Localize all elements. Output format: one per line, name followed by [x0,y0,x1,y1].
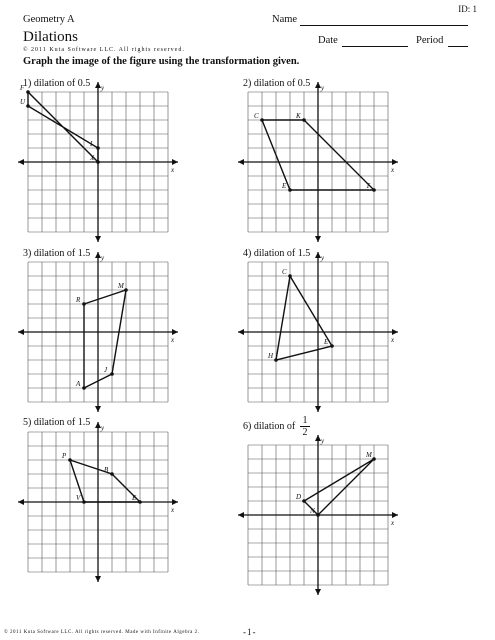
problem-5-label: 5) dilation of 1.5 [23,417,91,428]
vertex-label: B [104,466,109,474]
x-axis-arrow-right [172,159,178,165]
problem-4-label: 4) dilation of 1.5 [243,248,311,259]
vertex-point [330,344,334,348]
vertex-label: I [90,140,93,148]
y-axis-arrow-down [315,236,321,242]
vertex-point [110,472,114,476]
x-axis-label: x [171,166,175,174]
vertex-label: K [296,112,301,120]
vertex-point [274,358,278,362]
graph-problem-6[interactable] [248,437,395,585]
vertex-point [288,274,292,278]
vertex-label: U [20,98,26,106]
graph-problem-2[interactable] [248,84,395,232]
vertex-point [110,372,114,376]
y-axis-label: y [101,424,105,432]
y-axis-arrow-down [315,589,321,595]
x-axis-arrow-right [392,159,398,165]
vertex-label: N [310,507,315,515]
vertex-label: P [62,452,67,460]
vertex-point [124,288,128,292]
x-axis-label: x [391,336,395,344]
graph-problem-4[interactable] [248,254,395,402]
fraction-denominator: 2 [302,427,308,438]
page-title: Dilations [23,29,78,45]
problem-3-label: 3) dilation of 1.5 [23,248,91,259]
x-axis-arrow-right [392,329,398,335]
x-axis-arrow-left [18,499,24,505]
vertex-point [82,302,86,306]
vertex-point [82,500,86,504]
y-axis-arrow-down [95,236,101,242]
figure-outline [28,92,98,162]
vertex-point [260,118,264,122]
y-axis-label: y [101,84,105,92]
x-axis-arrow-left [238,512,244,518]
vertex-point [372,188,376,192]
footer-copyright: © 2011 Kuta Software LLC. All rights reserved. Made with Infinite Algebra 2. [4,630,200,635]
vertex-point [96,146,100,150]
date-label: Date [318,35,338,46]
x-axis-arrow-left [238,329,244,335]
period-blank[interactable] [448,46,468,47]
problem-6-label: 6) dilation of [243,421,296,432]
vertex-point [138,500,142,504]
vertex-point [26,90,30,94]
vertex-label: M [366,451,372,459]
name-blank[interactable] [300,25,468,26]
x-axis-label: x [171,506,175,514]
vertex-label: E [282,182,287,190]
x-axis-arrow-left [18,159,24,165]
problem-6-fraction [300,415,310,438]
vertex-point [26,104,30,108]
y-axis-arrow-down [95,576,101,582]
vertex-label: A [76,380,81,388]
vertex-label: M [118,282,124,290]
vertex-point [288,188,292,192]
vertex-point [372,457,376,461]
vertex-point [96,160,100,164]
graph-problem-5[interactable] [28,424,175,572]
vertex-point [302,499,306,503]
problem-2-label: 2) dilation of 0.5 [243,78,311,89]
graph-problem-3[interactable] [28,254,175,402]
x-axis-arrow-right [172,329,178,335]
vertex-label: R [76,296,81,304]
vertex-label: E [132,494,137,502]
date-blank[interactable] [342,46,408,47]
vertex-label: D [296,493,302,501]
y-axis-label: y [101,254,105,262]
vertex-label: T [366,182,370,190]
header-copyright: © 2011 Kuta Software LLC. All rights reserved. [23,47,185,53]
graph-problem-1[interactable] [20,84,175,232]
name-label: Name [272,14,298,25]
instructions: Graph the image of the figure using the transformation given. [23,56,300,67]
vertex-point [82,386,86,390]
page-number: -1- [243,627,257,637]
y-axis-label: y [321,254,325,262]
vertex-label: X [90,154,95,162]
worksheet-id: ID: 1 [458,4,477,14]
vertex-label: V [76,494,81,502]
x-axis-arrow-right [392,512,398,518]
vertex-label: J [104,366,108,374]
vertex-label: C [282,268,287,276]
x-axis-label: x [391,166,395,174]
vertex-point [316,513,320,517]
y-axis-label: y [321,437,325,445]
y-axis-arrow-down [95,406,101,412]
x-axis-label: x [171,336,175,344]
vertex-label: E [324,338,329,346]
vertex-point [68,458,72,462]
x-axis-arrow-left [18,329,24,335]
x-axis-arrow-right [172,499,178,505]
vertex-label: C [254,112,259,120]
vertex-point [302,118,306,122]
problem-1-label: 1) dilation of 0.5 [23,78,91,89]
y-axis-arrow-down [315,406,321,412]
x-axis-label: x [391,519,395,527]
period-label: Period [416,35,444,46]
x-axis-arrow-left [238,159,244,165]
vertex-label: H [268,352,274,360]
fraction-numerator: 1 [300,415,310,427]
y-axis-label: y [321,84,325,92]
vertex-label: F [20,84,25,92]
course-name: Geometry A [23,14,75,25]
